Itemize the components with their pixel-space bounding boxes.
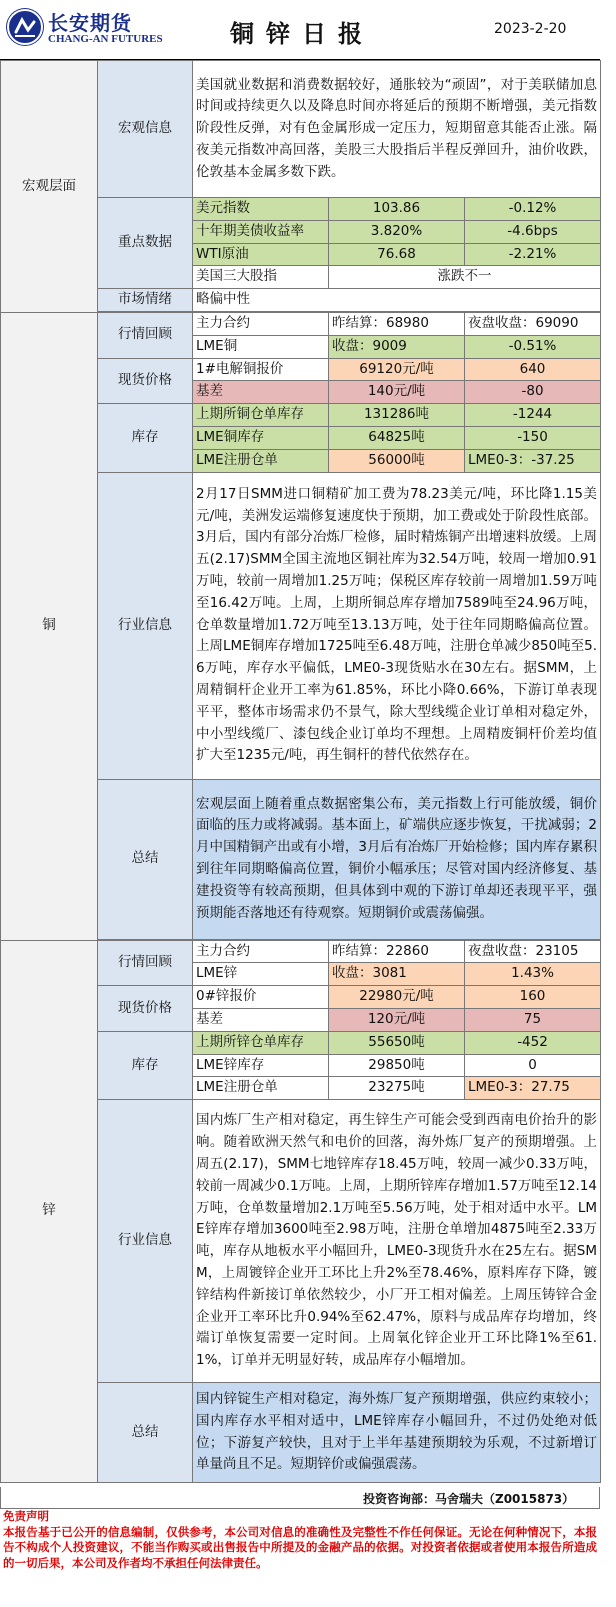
copper-lme-reg-value: 56000吨: [329, 449, 465, 472]
section-zinc: 锌: [1, 940, 98, 1483]
zinc-basis-change: 75: [465, 1008, 601, 1031]
key-value-us-indices: 涨跌不一: [329, 266, 601, 289]
zinc-lme-close: 收盘：3081: [329, 963, 465, 986]
label-zinc-industry: 行业信息: [98, 1100, 193, 1383]
label-sentiment: 市场情绪: [98, 289, 193, 312]
copper-lme-stock-name: LME铜库存: [193, 426, 329, 449]
key-change-wti: -2.21%: [465, 243, 601, 266]
zinc-lme-name: LME锌: [193, 963, 329, 986]
section-copper: 铜: [1, 312, 98, 940]
zinc-lme-spread: LME0-3：27.75: [465, 1077, 601, 1100]
label-copper-spot: 现货价格: [98, 358, 193, 404]
copper-basis-value: 140元/吨: [329, 381, 465, 404]
label-zinc-review: 行情回顾: [98, 940, 193, 986]
zinc-lme-reg-value: 23275吨: [329, 1077, 465, 1100]
label-zinc-summary: 总结: [98, 1383, 193, 1483]
report-title: 铜锌日报: [230, 20, 374, 48]
disclaimer-title: 免责声明: [3, 1509, 49, 1523]
zinc-main-contract: 主力合约: [193, 940, 329, 963]
key-change-us10y: -4.6bps: [465, 220, 601, 243]
zinc-shfe-stock-change: -452: [465, 1031, 601, 1054]
report-date: 2023-2-20: [494, 21, 567, 37]
copper-spot-price: 69120元/吨: [329, 358, 465, 381]
copper-basis-change: -80: [465, 381, 601, 404]
label-key-data: 重点数据: [98, 198, 193, 289]
company-name-en: CHANG-AN FUTURES: [48, 33, 163, 45]
zinc-spot-price: 22980元/吨: [329, 986, 465, 1009]
zinc-basis-value: 120元/吨: [329, 1008, 465, 1031]
label-macro-info: 宏观信息: [98, 61, 193, 198]
label-copper-industry: 行业信息: [98, 472, 193, 779]
zinc-night-close: 夜盘收盘：23105: [465, 940, 601, 963]
advisor-name: 投资咨询部：马舍瑞夫（Z0015873）: [363, 1492, 575, 1506]
disclaimer: [0, 1509, 600, 1601]
label-zinc-spot: 现货价格: [98, 986, 193, 1032]
key-name-wti: WTI原油: [193, 243, 329, 266]
copper-spot-change: 640: [465, 358, 601, 381]
copper-shfe-stock-name: 上期所铜仓单库存: [193, 404, 329, 427]
copper-spot-name: 1#电解铜报价: [193, 358, 329, 381]
copper-night-close: 夜盘收盘：69090: [465, 312, 601, 335]
key-name-usd-index: 美元指数: [193, 198, 329, 221]
company-logo-icon: [6, 8, 44, 46]
zinc-shfe-stock-value: 55650吨: [329, 1031, 465, 1054]
label-zinc-stock: 库存: [98, 1031, 193, 1099]
copper-lme-name: LME铜: [193, 335, 329, 358]
disclaimer-text: 本报告基于已公开的信息编制，仅供参考，本公司对信息的准确性及完整性不作任何保证。无论在何种情况下，本报告不构成个人投资建议，不能当作购买或出售报告中所提及的金融产品的依据。对投资者依据或者使用本报告所造成的一切后果，本公司及作者均不承担任何法律责任。: [3, 1524, 597, 1570]
zinc-industry-text: 国内炼厂生产相对稳定，再生锌生产可能会受到西南电价抬升的影响。随着欧洲天然气和电价的回落，海外炼厂复产的预期增强。上周五(2.17)，SMM七地锌库存18.45万吨，较周一减少0.33万吨，较前一周减少0.1万吨。上周，上期所锌库存增加1.57万吨至12.14万吨，仓单数量增加2.1万吨至5.56万吨，处于相对适中水平。LME锌库存增加3600吨至2.98万吨，注册仓单增加4875吨至2.33万吨，库存从地板水平小幅回升，LME0-3现货升水在25左右。据SMM，上周镀锌企业开工环比上升2%至78.46%，原料库存下降，镀锌结构件新接订单依然较少，小厂开工相对偏差。上周压铸锌合金企业开工率环比升0.94%至62.47%，原料与成品库存均增加，终端订单恢复需要一定时间。上周氧化锌企业开工环比降1%至61.1%，订单并无明显好转，成品库存小幅增加。: [193, 1100, 601, 1383]
key-value-us10y: 3.820%: [329, 220, 465, 243]
macro-info-text: 美国就业数据和消费数据较好，通胀较为“顽固”，对于美联储加息时间或持续更久以及降息时间亦将延后的预期不断增强，美元指数阶段性反弹，对有色金属形成一定压力，短期留意其能否止涨。隔夜美元指数冲高回落，美股三大股指后半程反弹回升，油价收跌，伦敦基本金属多数下跌。: [193, 61, 601, 198]
zinc-lme-change: 1.43%: [465, 963, 601, 986]
label-copper-review: 行情回顾: [98, 312, 193, 358]
section-macro: 宏观层面: [1, 61, 98, 313]
report-header: [0, 0, 600, 60]
copper-shfe-stock-value: 131286吨: [329, 404, 465, 427]
copper-industry-text: 2月17日SMM进口铜精矿加工费为78.23美元/吨，环比降1.15美元/吨，美洲发运端修复速度快于预期，加工费或处于阶段性底部。3月后，国内有部分冶炼厂检修，届时精炼铜产出增速料放缓。上周五(2.17)SMM全国主流地区铜社库为32.54万吨，较周一增加0.91万吨，较前一周增加1.25万吨；保税区库存较前一周增加1.59万吨至16.42万吨。上周，上期所铜总库存增加7589吨至24.96万吨，仓单数量增加1.72万吨至13.13万吨，处于往年同期略偏高位置。上周LME铜库存增加1725吨至6.48万吨，注册仓单减少850吨至5.6万吨，库存水平偏低，LME0-3现货贴水在30左右。据SMM，上周精铜杆企业开工率为61.85%，环比小降0.66%，下游订单表现平平，整体市场需求仍不景气，除大型线缆企业订单相对稳定外，中小型线缆厂、漆包线企业订单均不理想。上周精废铜杆价差均值扩大至1235元/吨，再生铜杆的替代依然存在。: [193, 472, 601, 779]
zinc-lme-stock-value: 29850吨: [329, 1054, 465, 1077]
copper-basis-name: 基差: [193, 381, 329, 404]
copper-summary-text: 宏观层面上随着重点数据密集公布，美元指数上行可能放缓，铜价面临的压力或将减弱。基本面上，矿端供应逐步恢复，干扰减弱；2月中国精铜产出或有小增，3月后有冶炼厂开始检修；国内库存累积到往年同期略偏高位置，铜价小幅承压；尽管对国内经济修复、基建投资等有较高预期，但具体到中观的下游订单却还表现平平，强预期能否落地还有待观察。短期铜价或震荡偏强。: [193, 779, 601, 939]
copper-prev-settle: 昨结算：68980: [329, 312, 465, 335]
report-table: [0, 60, 601, 1483]
advisor-row: [0, 1487, 600, 1509]
zinc-spot-name: 0#锌报价: [193, 986, 329, 1009]
zinc-lme-stock-name: LME锌库存: [193, 1054, 329, 1077]
zinc-shfe-stock-name: 上期所锌仓单库存: [193, 1031, 329, 1054]
copper-main-contract: 主力合约: [193, 312, 329, 335]
sentiment-value: 略偏中性: [193, 289, 601, 312]
zinc-spot-change: 160: [465, 986, 601, 1009]
copper-lme-close: 收盘：9009: [329, 335, 465, 358]
zinc-lme-reg-name: LME注册仓单: [193, 1077, 329, 1100]
zinc-prev-settle: 昨结算：22860: [329, 940, 465, 963]
label-copper-stock: 库存: [98, 404, 193, 472]
copper-lme-stock-change: -150: [465, 426, 601, 449]
company-name-cn: 长安期货: [48, 11, 132, 35]
zinc-summary-text: 国内锌锭生产相对稳定，海外炼厂复产预期增强，供应约束较小；国内库存水平相对适中，LME锌库存小幅回升，不过仍处绝对低位；下游复产较快，且对于上半年基建预期较为乐观，不过新增订单量尚且不足。短期锌价或偏强震荡。: [193, 1383, 601, 1483]
key-value-wti: 76.68: [329, 243, 465, 266]
copper-lme-reg-name: LME注册仓单: [193, 449, 329, 472]
key-value-usd-index: 103.86: [329, 198, 465, 221]
copper-lme-change: -0.51%: [465, 335, 601, 358]
copper-shfe-stock-change: -1244: [465, 404, 601, 427]
copper-lme-stock-value: 64825吨: [329, 426, 465, 449]
key-name-us10y: 十年期美债收益率: [193, 220, 329, 243]
zinc-basis-name: 基差: [193, 1008, 329, 1031]
label-copper-summary: 总结: [98, 779, 193, 939]
copper-lme-spread: LME0-3：-37.25: [465, 449, 601, 472]
key-name-us-indices: 美国三大股指: [193, 266, 329, 289]
key-change-usd-index: -0.12%: [465, 198, 601, 221]
zinc-lme-stock-change: 0: [465, 1054, 601, 1077]
